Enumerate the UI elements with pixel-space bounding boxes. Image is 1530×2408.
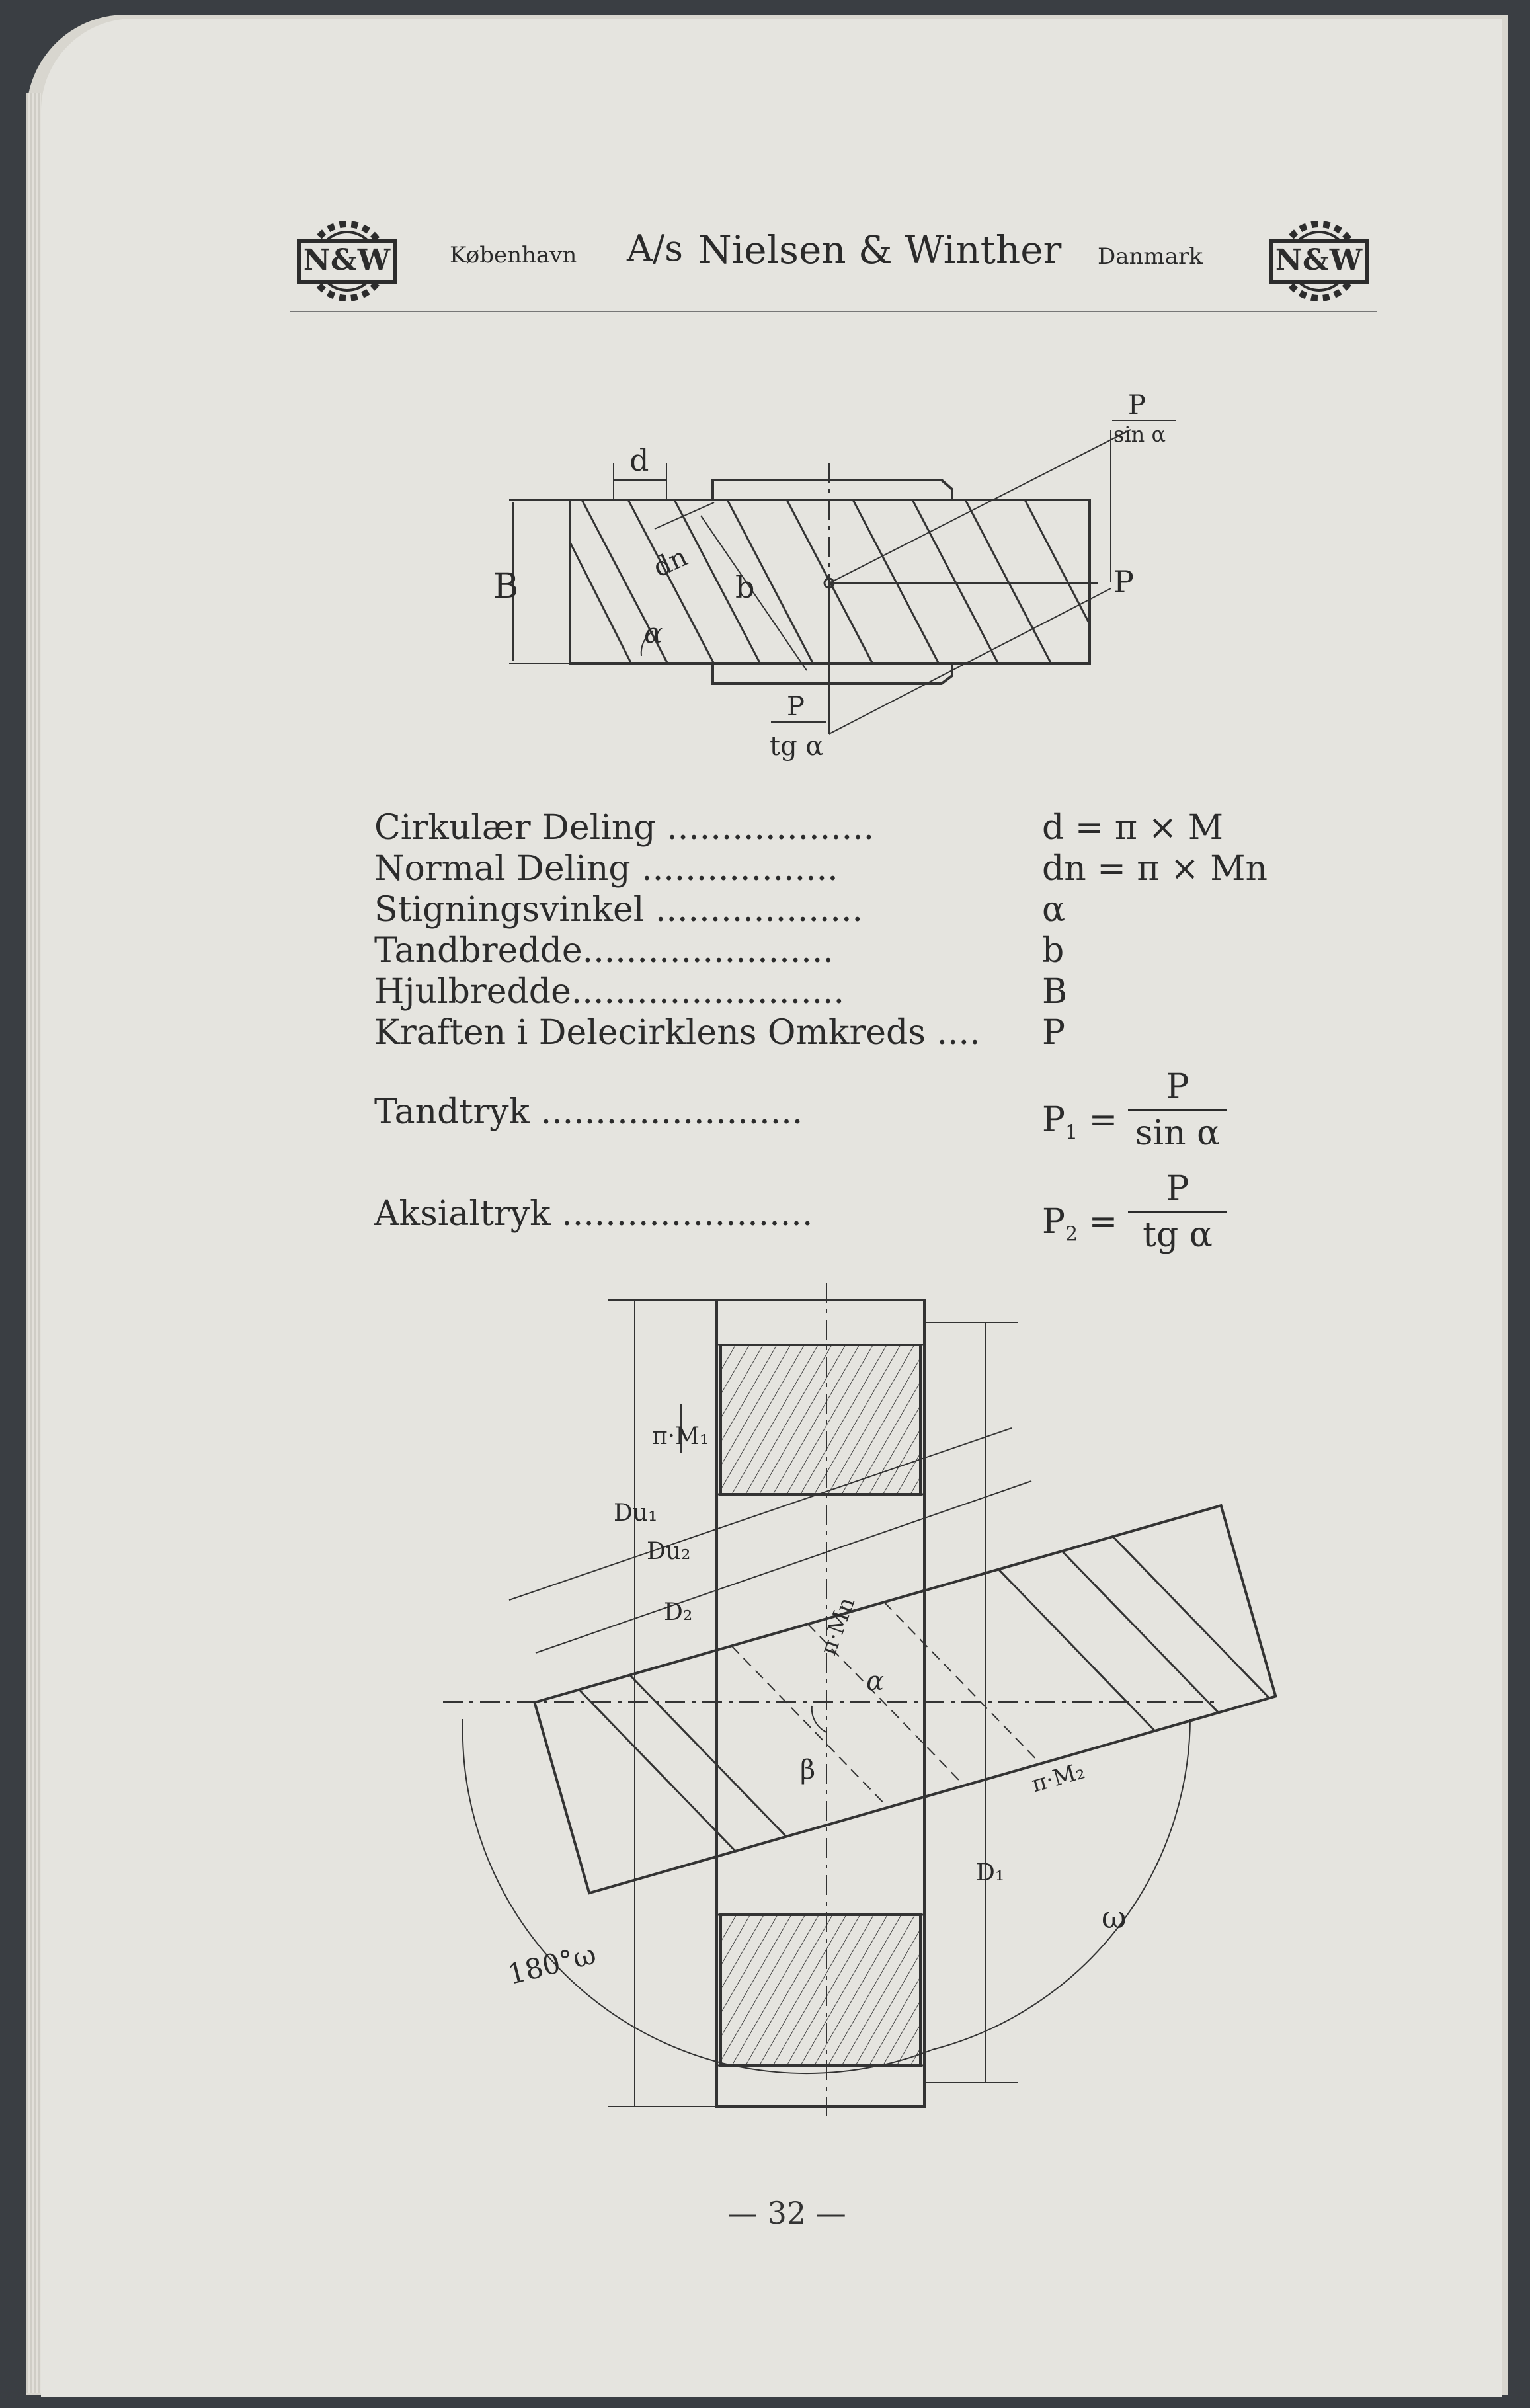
label-sin-alpha: sin α	[1113, 422, 1166, 447]
definition-label: Hjulbredde.........................	[374, 972, 845, 1012]
formula-label: Tandtryk ........................	[374, 1092, 803, 1132]
definition-label: Kraften i Delecirklens Omkreds ....	[374, 1013, 981, 1053]
label-P-sin-num: P	[1128, 390, 1146, 421]
definition-value: B	[1042, 972, 1068, 1012]
label-B: B	[493, 567, 519, 606]
formula-lhs: $P_1$ =	[1042, 1100, 1118, 1144]
label-tg-alpha: tg α	[770, 731, 824, 762]
label-beta: β	[800, 1755, 816, 1785]
label-alpha-2: α	[866, 1666, 885, 1697]
label-P: P	[1113, 564, 1134, 600]
definition-label: Normal Deling ..................	[374, 849, 838, 889]
label-d2: D₂	[664, 1599, 693, 1626]
definition-value: P	[1042, 1013, 1065, 1053]
label-d1: D₁	[976, 1859, 1005, 1886]
label-alpha: α	[644, 617, 663, 649]
label-b: b	[735, 569, 755, 605]
formula-lhs: $P_2$ =	[1042, 1202, 1118, 1246]
definition-value: d = π × M	[1042, 808, 1223, 848]
definition-value: α	[1042, 890, 1066, 930]
label-omega-right: ω	[1102, 1900, 1127, 1935]
label-P-tg-num: P	[787, 692, 805, 722]
header-company-prefix: A/s	[627, 227, 683, 269]
formula-fraction: P sin α	[1128, 1067, 1227, 1153]
formula-label: Aksialtryk .......................	[374, 1194, 813, 1234]
label-pi-mn: π·Mn	[815, 1593, 861, 1659]
definition-label: Tandbredde.......................	[374, 931, 834, 971]
header-country: Danmark	[1098, 243, 1203, 270]
label-pi-m2: π·M₂	[1028, 1757, 1088, 1798]
header-company: Nielsen & Winther	[698, 227, 1062, 272]
label-dn: dn	[648, 542, 692, 584]
definition-value: dn = π × Mn	[1042, 849, 1268, 889]
definition-value: b	[1042, 931, 1065, 971]
label-d: d	[629, 442, 649, 478]
definition-label: Cirkulær Deling ...................	[374, 808, 875, 848]
header-city: København	[450, 242, 577, 268]
helical-tooth-diagram	[0, 0, 1530, 793]
crossed-helical-gear-diagram	[0, 1256, 1530, 2142]
page-number: — 32 —	[727, 2195, 846, 2231]
label-du1: Du₁	[614, 1500, 658, 1527]
logo-left-text: N&W	[303, 243, 391, 277]
label-du2: Du₂	[647, 1538, 691, 1565]
definition-label: Stigningsvinkel ...................	[374, 890, 864, 930]
label-pi-m1: π·M₁	[652, 1423, 709, 1450]
label-omega-left: 180°ω	[504, 1937, 600, 1991]
logo-right-text: N&W	[1275, 243, 1363, 277]
formula-fraction: P tg α	[1128, 1169, 1227, 1255]
